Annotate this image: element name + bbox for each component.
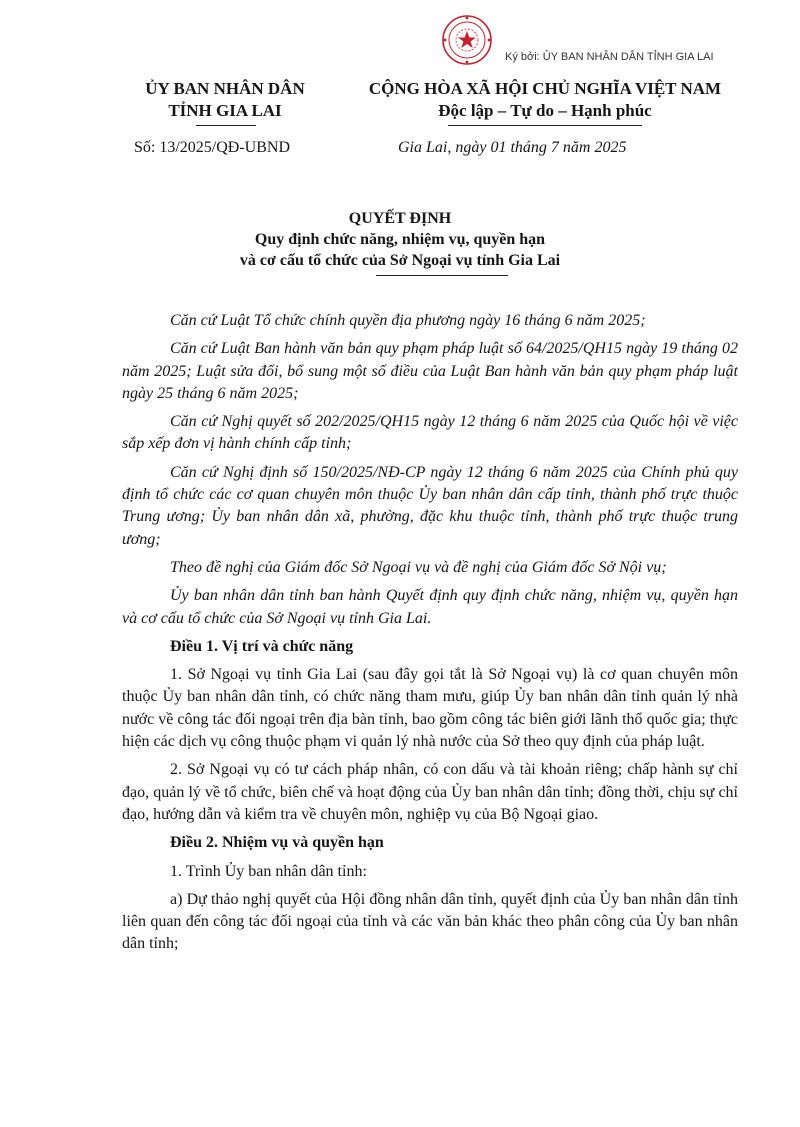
org-line-1: ỦY BAN NHÂN DÂN xyxy=(145,79,305,98)
preamble-paragraph: Căn cứ Luật Tổ chức chính quyền địa phương ngày 16 tháng 6 năm 2025; xyxy=(170,312,646,329)
preamble-paragraph: Theo đề nghị của Giám đốc Sở Ngoại vụ và đề nghị của Giám đốc Sở Nội vụ; xyxy=(170,558,667,576)
digital-signature-seal-icon xyxy=(441,14,493,66)
preamble-paragraph: Ủy ban nhân dân tỉnh ban hành Quyết định quy định chức năng, nhiệm vụ, quyền hạn và cơ cấu tổ chức của Sở Ngoại vụ tỉnh Gia Lai. xyxy=(122,587,738,627)
preamble-paragraph: Căn cứ Nghị quyết số 202/2025/QH15 ngày 12 tháng 6 năm 2025 của Quốc hội về việc sắp xếp đơn vị hành chính cấp tỉnh; xyxy=(122,413,738,453)
article-2-heading: Điều 2. Nhiệm vụ và quyền hạn xyxy=(170,834,384,852)
preamble-paragraph: Căn cứ Nghị định số 150/2025/NĐ-CP ngày 12 tháng 6 năm 2025 của Chính phủ quy định tổ chức các cơ quan chuyên môn thuộc Ủy ban nhân dân cấp tỉnh, thành phố trực thuộc Trung ương; Ủy ban nhân dân xã, phường, đặc khu thuộc tỉnh, thành phố trực thuộc trung ương; xyxy=(122,463,738,548)
article-1-paragraph-1: 1. Sở Ngoại vụ tỉnh Gia Lai (sau đây gọi tắt là Sở Ngoại vụ) là cơ quan chuyên môn thuộc Ủy ban nhân dân tỉnh, có chức năng tham mưu, giúp Ủy ban nhân dân tỉnh quản lý nhà nước về công tác đối ngoại trên địa bàn tỉnh, bao gồm công tác biên giới lãnh thổ quốc gia; thực hiện các dịch vụ công thuộc phạm vi quản lý nhà nước của Sở theo quy định của pháp luật. xyxy=(122,666,738,751)
signed-by-label: Ký bởi: ỦY BAN NHÂN DÂN TỈNH GIA LAI xyxy=(505,51,714,63)
article-2-paragraph-2: a) Dự thảo nghị quyết của Hội đồng nhân dân tỉnh, quyết định của Ủy ban nhân dân tỉnh liên quan đến công tác đối ngoại của tỉnh và các văn bản khác theo phân công của Ủy ban nhân dân tỉnh; xyxy=(122,890,738,953)
place-date: Gia Lai, ngày 01 tháng 7 năm 2025 xyxy=(398,139,627,156)
national-header xyxy=(345,78,745,122)
title-line-1: QUYẾT ĐỊNH xyxy=(348,210,452,227)
title-line-3: và cơ cấu tổ chức của Sở Ngoại vụ tỉnh Gia Lai xyxy=(239,252,561,269)
document-body xyxy=(122,310,738,962)
title-underline xyxy=(376,275,508,276)
article-1-paragraph-2: 2. Sở Ngoại vụ có tư cách pháp nhân, có con dấu và tài khoản riêng; chấp hành sự chỉ đạo, quản lý về tổ chức, biên chế và hoạt động của Ủy ban nhân dân tỉnh; đồng thời, chịu sự chỉ đạo, hướng dẫn và kiểm tra về chuyên môn, nghiệp vụ của Bộ Ngoại giao. xyxy=(122,761,738,823)
preamble-paragraph: Căn cứ Luật Ban hành văn bản quy phạm pháp luật số 64/2025/QH15 ngày 19 tháng 02 năm 2025; Luật sửa đổi, bổ sung một số điều của Luật Ban hành văn bản quy phạm pháp luật ngày 25 tháng 6 năm 2025; xyxy=(122,340,738,402)
nation-line-1: CỘNG HÒA XÃ HỘI CHỦ NGHĨA VIỆT NAM xyxy=(368,79,722,98)
article-2-paragraph-1: 1. Trình Ủy ban nhân dân tỉnh: xyxy=(170,862,367,880)
issuing-organization xyxy=(130,78,320,122)
article-1-heading: Điều 1. Vị trí và chức năng xyxy=(170,637,354,655)
org-line-2: TỈNH GIA LAI xyxy=(168,101,282,120)
document-number: Số: 13/2025/QĐ-UBND xyxy=(134,139,291,156)
title-line-2: Quy định chức năng, nhiệm vụ, quyền hạn xyxy=(254,231,546,248)
nation-motto: Độc lập – Tự do – Hạnh phúc xyxy=(438,101,652,120)
org-underline xyxy=(196,125,256,126)
document-title xyxy=(100,208,700,271)
motto-underline xyxy=(448,125,642,126)
